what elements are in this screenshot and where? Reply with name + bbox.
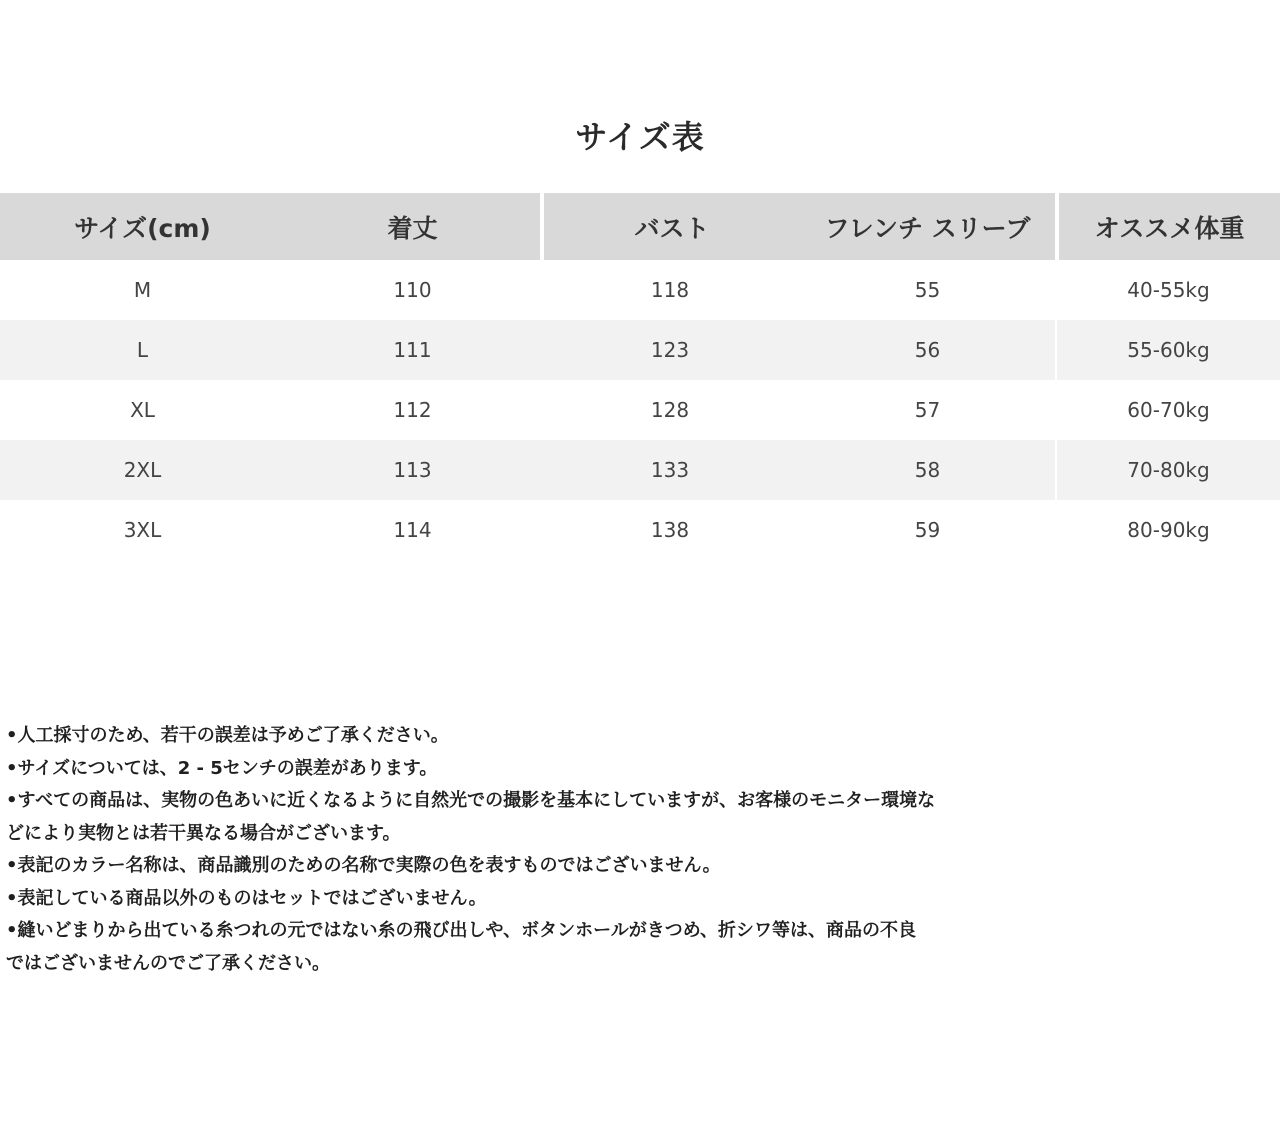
note-line: •縫いどまりから出ている糸つれの元ではない糸の飛び出しや、ボタンホールがきつめ、折シワ等は、商品の不良	[6, 920, 917, 941]
table-row	[0, 380, 1280, 440]
size-table	[0, 193, 1280, 560]
cell-french-sleeve: 59	[914, 518, 941, 542]
cell-size: XL	[130, 398, 155, 422]
cell-french-sleeve: 55	[914, 278, 941, 302]
header-size: サイズ(cm)	[0, 193, 285, 260]
note-line: •表記のカラー名称は、商品識別のための名称で実際の色を表すものではございません。	[6, 855, 721, 876]
cell-bust: 123	[650, 338, 690, 362]
cell-length: 111	[393, 338, 432, 362]
note-line: ではございませんのでご了承ください。	[6, 952, 330, 974]
cell-french-sleeve: 58	[914, 458, 941, 482]
cell-french-sleeve: 56	[914, 338, 941, 362]
note-line: •人工採寸のため、若干の誤差は予めご了承ください。	[6, 725, 449, 746]
cell-bust: 128	[650, 398, 690, 422]
note-line: •すべての商品は、実物の色あいに近くなるように自然光での撮影を基本にしていますが、お客様のモニター環境な	[6, 790, 936, 811]
cell-weight: 55-60kg	[1055, 320, 1280, 380]
header-bust: バスト	[540, 193, 800, 260]
cell-french-sleeve: 57	[914, 398, 941, 422]
cell-size: 3XL	[123, 518, 162, 542]
table-header-row	[0, 193, 1280, 260]
cell-bust: 118	[650, 278, 690, 302]
note-line: どにより実物とは若干異なる場合がございます。	[6, 822, 401, 844]
table-row	[0, 260, 1280, 320]
header-length: 着丈	[285, 193, 540, 260]
cell-length: 113	[393, 458, 432, 482]
cell-size: 2XL	[123, 458, 162, 482]
notes-section	[6, 720, 1046, 980]
note-line: •表記している商品以外のものはセットではございません。	[6, 887, 487, 909]
cell-size: M	[133, 278, 152, 302]
cell-bust: 133	[650, 458, 690, 482]
header-recommended-weight: オススメ体重	[1055, 193, 1280, 260]
cell-length: 112	[393, 398, 432, 422]
cell-weight: 60-70kg	[1055, 380, 1280, 440]
note-line: •サイズについては、2 - 5センチの誤差があります。	[6, 757, 438, 779]
header-french-sleeve: フレンチ スリーブ	[800, 193, 1055, 260]
page-title: サイズ表	[575, 118, 705, 156]
cell-weight: 80-90kg	[1055, 500, 1280, 560]
cell-length: 114	[393, 518, 432, 542]
cell-bust: 138	[650, 518, 690, 542]
cell-weight: 40-55kg	[1055, 260, 1280, 320]
table-row	[0, 320, 1280, 380]
table-row	[0, 440, 1280, 500]
cell-size: L	[136, 338, 149, 362]
cell-length: 110	[393, 278, 432, 302]
cell-weight: 70-80kg	[1055, 440, 1280, 500]
table-row	[0, 500, 1280, 560]
